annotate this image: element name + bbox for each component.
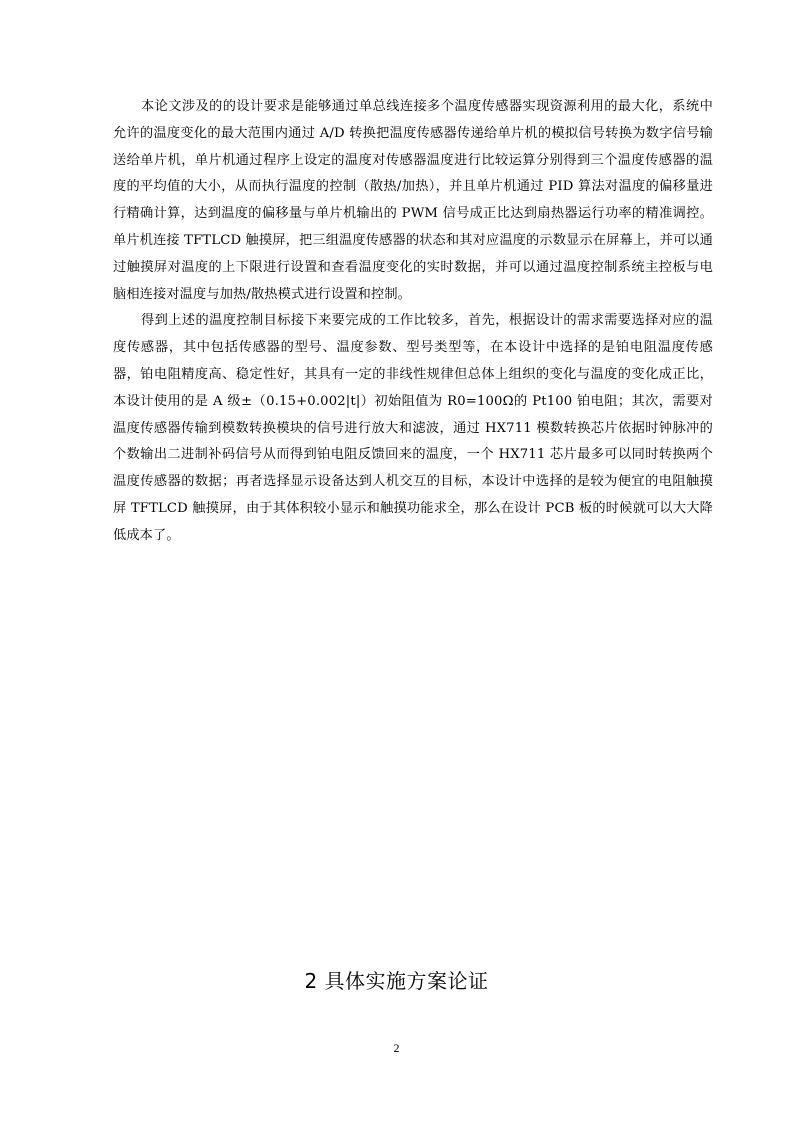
page-number: 2 — [393, 1041, 400, 1055]
body-text — [113, 94, 713, 550]
paragraph-implementation-work: 得到上述的温度控制目标接下来要完成的工作比较多，首先，根据设计的需求需要选择对应的温度传感器，其中包括传感器的型号、温度参数、型号类型等，在本设计中选择的是铂电阻温度传感器，铂电阻精度高、稳定性好，其具有一定的非线性规律但总体上组织的变化与温度的变化成正比，本设计使用的是 A 级±（0.15+0.002|t|）初始阻值为 R0=100Ω的 Pt100 铂电阻；其次，需要对温度传感器传输到模数转换模块的信号进行放大和滤波，通过 HX711 模数转换芯片依据时钟脉冲的个数输出二进制补码信号从而得到铂电阻反馈回来的温度，一个 HX711 芯片最多可以同时转换两个温度传感器的数据；再者选择显示设备达到人机交互的目标，本设计中选择的是较为便宜的电阻触摸屏 TFTLCD 触摸屏，由于其体积较小显示和触摸功能求全，那么在设计 PCB 板的时候就可以大大降低成本了。 — [113, 313, 713, 543]
paragraph-design-requirements: 本论文涉及的的设计要求是能够通过单总线连接多个温度传感器实现资源利用的最大化，系统中允许的温度变化的最大范围内通过 A/D 转换把温度传感器传递给单片机的模拟信号转换为数字信号输送给单片机，单片机通过程序上设定的温度对传感器温度进行比较运算分别得到三个温度传感器的温度的平均值的大小，从而执行温度的控制（散热/加热），并且单片机通过 PID 算法对温度的偏移量进行精确计算，达到温度的偏移量与单片机输出的 PWM 信号成正比达到扇热器运行功率的精准调控。单片机连接 TFTLCD 触摸屏，把三组温度传感器的状态和其对应温度的示数显示在屏幕上，并可以通过触摸屏对温度的上下限进行设置和查看温度变化的实时数据，并可以通过温度控制系统主控板与电脑相连接对温度与加热/散热模式进行设置和控制。 — [113, 99, 713, 302]
section-heading: 2 具体实施方案论证 — [304, 969, 489, 993]
